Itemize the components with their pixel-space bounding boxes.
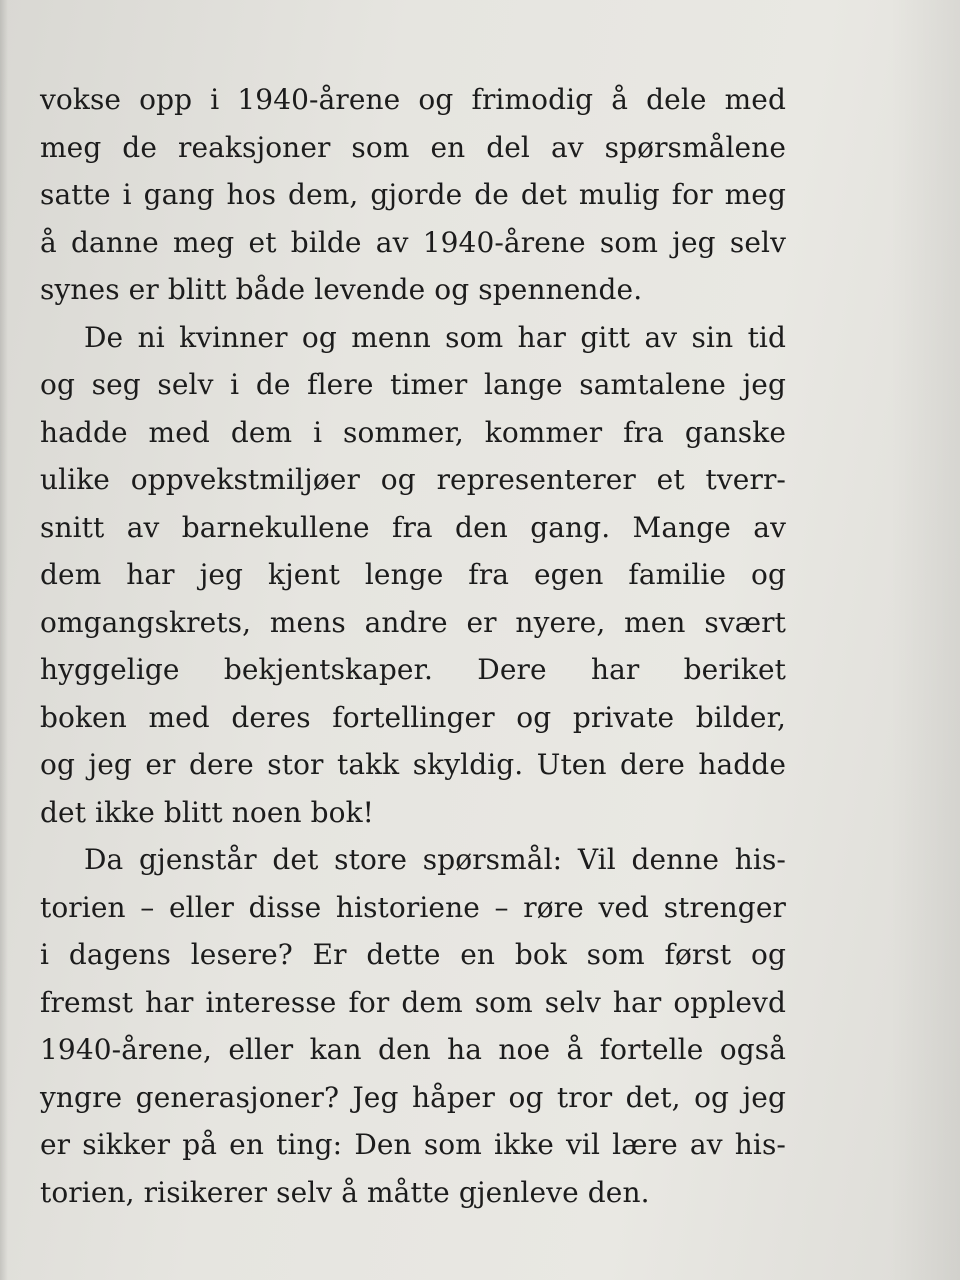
text-line: satte i gang hos dem, gjorde de det mulig for meg: [40, 178, 786, 211]
text-line: snitt av barnekullene fra den gang. Mange av: [40, 510, 786, 544]
paragraph-3: [40, 836, 786, 1216]
text-line: torien, risikerer selv å måtte gjenleve den.: [40, 1175, 650, 1209]
text-line: 1940-årene, eller kan den ha noe å fortelle også: [40, 1033, 786, 1066]
text-line: ulike oppvekstmiljøer og representerer et tverr-: [40, 463, 786, 496]
text-line: yngre generasjoner? Jeg håper og tror det, og jeg: [40, 1080, 786, 1114]
text-line: er sikker på en ting: Den som ikke vil lære av his-: [40, 1128, 786, 1161]
body-text: [40, 76, 786, 1216]
text-line: Da gjenstår det store spørsmål: Vil denne his-: [84, 843, 786, 876]
text-line: dem har jeg kjent lenge fra egen familie og: [40, 558, 786, 591]
page-right-shadow: [890, 0, 960, 1280]
text-line: vokse opp i 1940-årene og frimodig å dele med: [40, 83, 786, 116]
text-line: i dagens lesere? Er dette en bok som først og: [40, 938, 786, 971]
paragraph-1: [40, 76, 786, 314]
text-line: synes er blitt både levende og spennende.: [40, 273, 643, 306]
text-line: og jeg er dere stor takk skyldig. Uten dere hadde: [40, 748, 786, 781]
text-line: å danne meg et bilde av 1940-årene som jeg selv: [40, 225, 786, 259]
text-line: hadde med dem i sommer, kommer fra ganske: [40, 415, 786, 449]
text-line: det ikke blitt noen bok!: [40, 795, 375, 829]
text-line: omgangskrets, mens andre er nyere, men svært: [40, 605, 786, 639]
text-line: boken med deres fortellinger og private bilder,: [40, 700, 786, 734]
text-line: fremst har interesse for dem som selv har opplevd: [40, 985, 786, 1019]
paragraph-2: [40, 314, 786, 837]
page-edge-shadow: [0, 0, 8, 1280]
text-line: meg de reaksjoner som en del av spørsmålene: [40, 130, 786, 164]
text-line: hyggelige bekjentskaper. Dere har beriket: [40, 653, 786, 686]
text-line: og seg selv i de flere timer lange samtalene jeg: [40, 368, 786, 401]
text-line: torien – eller disse historiene – røre ved strenger: [40, 890, 786, 924]
text-line: De ni kvinner og menn som har gitt av sin tid: [84, 320, 786, 354]
